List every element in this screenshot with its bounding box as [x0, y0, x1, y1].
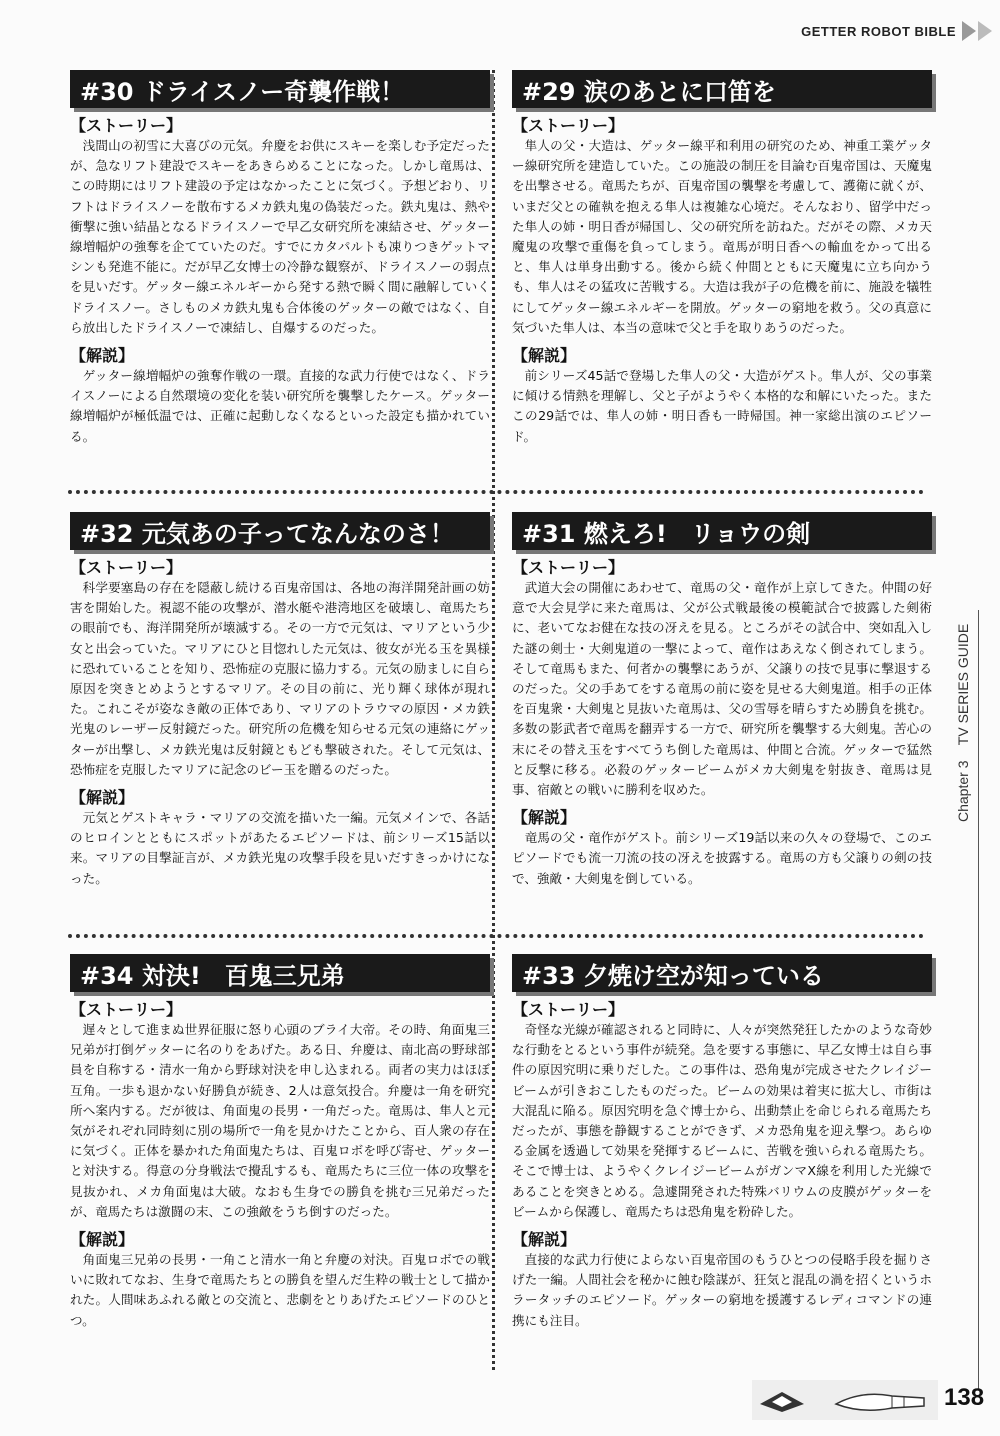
episode-title: #34 対決! 百鬼三兄弟 — [70, 954, 490, 992]
story-label: 【ストーリー】 — [512, 116, 625, 135]
sidebar-rule — [978, 610, 979, 1390]
commentary-label: 【解説】 — [512, 346, 577, 366]
page-number: 138 — [944, 1384, 985, 1411]
episode-title: #32 元気あの子ってなんなのさ！ — [70, 512, 490, 550]
commentary-text: 角面鬼三兄弟の長男・一角こと清水一角と弁慶の対決。百鬼ロボでの戦いに敗れてなお、生身で竜馬たちとの勝負を望んだ生粋の戦士として描かれた。人間味あふれる敵との交流と、悲劇をとりあげたエピソードのひとつ。 — [70, 1252, 491, 1328]
page-header — [730, 18, 1000, 44]
getter-robot-icon — [752, 1374, 942, 1426]
episode-title: #29 涙のあとに口笛を — [512, 70, 932, 108]
story-text: 隼人の父・大造は、ゲッター線平和利用の研究のため、神重工業ゲッター線研究所を建造していた。この施設の制圧を目論む百鬼帝国は、天魔鬼を出撃させる。竜馬たちが、百鬼帝国の襲撃を考慮して、護衛に就くが、いまだ父との確執を抱える隼人は複雑な心境だ。そんなおり、留学中だった隼人の姉・明日香が帰国し、父の研究所を訪ねた。だがその際、メカ天魔鬼の攻撃で重傷を負ってしまう。竜馬が明日香への輸血をかって出ると、隼人は単身出動する。後から続く仲間とともに天魔鬼に立ち向かうも、隼人はその猛攻に苦戦する。大造は我が子の危機を前に、施設を犠牲にしてゲッター線エネルギーを開放。ゲッターの窮地を救う。父の真意に気づいた隼人は、本当の意味で父と手を取りあうのだった。 — [512, 138, 933, 335]
story-text: 武道大会の開催にあわせて、竜馬の父・竜作が上京してきた。仲間の好意で大会見学に来た竜馬は、父が公式戦最後の模範試合で披露した剣術に、老いてなお健在な技の冴えを見る。ところがその試合中、突如乱入した謎の剣士・大剣鬼道の一撃によって、竜作はあえなく倒されてしまう。そして竜馬もまた、何者かの襲撃にあうが、父譲りの技で見事に撃退するのだった。父の手あてをする竜馬の前に姿を見せる大剣鬼道。相手の正体を百鬼衆・大剣鬼と見抜いた竜馬は、父の雪辱を晴らすため勝負を挑む。多数の影武者で竜馬を翻弄する一方で、研究所を襲撃する大剣鬼。苦心の末にその替え玉をすべてうち倒した竜馬は、仲間と合流。ゲッターで猛然と反撃に移る。必殺のゲッタービームがメカ大剣鬼を射抜き、竜馬は見事、宿敵との戦いに勝利を収めた。 — [512, 580, 933, 798]
commentary-label: 【解説】 — [512, 1230, 577, 1250]
column-divider — [492, 70, 495, 1370]
header-title: GETTER ROBOT BIBLE — [801, 23, 956, 39]
episode-32-article — [70, 512, 490, 889]
story-label: 【ストーリー】 — [70, 116, 183, 135]
commentary-label: 【解説】 — [70, 788, 135, 808]
story-text: 遅々として進まぬ世界征服に怒り心頭のブライ大帝。その時、角面鬼三兄弟が打倒ゲッターに名のりをあげた。ある日、弁慶は、南北高の野球部員を自称する・清水一角から野球対決を申し込まれる。両者の実力はほぼ互角。一歩も退かない好勝負が続き、2人は意気投合。弁慶は一角を研究所へ案内する。だが彼は、角面鬼の長男・一角だった。竜馬は、隼人と元気がそれぞれ同時刻に別の場所で一角を見かけたことから、百人衆の存在に気づく。正体を暴かれた角面鬼たちは、百鬼ロボを呼び寄せ、ゲッターと対決する。得意の分身戦法で攪乱するも、竜馬たちに三位一体の攻撃を見抜かれ、メカ角面鬼は大破。なおも生身での勝負を挑む三兄弟だったが、竜馬たちは激闘の末、この強敵をうち倒すのだった。 — [70, 1022, 490, 1219]
row-divider-1 — [68, 490, 924, 494]
row-divider-2 — [68, 934, 924, 938]
episode-33-article — [512, 954, 932, 1331]
story-text: 浅間山の初雪に大喜びの元気。弁慶をお供にスキーを楽しむ予定だったが、急なリフト建設でスキーをあきらめることになった。しかし竜馬は、この時期にはリフト建設の予定はなかったことに気づく。予想どおり、リフトはドライスノーを散布するメカ鉄丸鬼の偽装だった。鉄丸鬼は、熱や衝撃に強い結晶となるドライスノーで早乙女研究所を凍結させ、ゲッター線増幅炉の強奪を企てていたのだ。すでにカタパルトも凍りつきゲットマシンも発進不能に。だが早乙女博士の冷静な観察が、ドライスノーの弱点を見いだす。ゲッター線エネルギーから発する熱で瞬く間に融解していくドライスノー。さしものメカ鉄丸鬼も合体後のゲッターの敵ではなく、自ら放出したドライスノーで凍結し、自爆するのだった。 — [70, 138, 490, 335]
episode-29-article — [512, 70, 932, 447]
story-label: 【ストーリー】 — [70, 558, 183, 577]
series-guide-label: TV SERIES GUIDE — [955, 623, 971, 746]
episode-title: #31 燃えろ! リョウの剣 — [512, 512, 932, 550]
commentary-text: 直接的な武力行使によらない百鬼帝国のもうひとつの侵略手段を掘りさげた一編。人間社会を秘かに蝕む陰謀が、狂気と混乱の渦を招くというホラータッチのエピソード。ゲッターの窮地を援護するレディコマンドの連携にも注目。 — [512, 1252, 932, 1328]
commentary-text: 竜馬の父・竜作がゲスト。前シリーズ19話以来の久々の登場で、このエピソードでも流一刀流の技の冴えを披露する。竜馬の方も父譲りの剣の技で、強敵・大剣鬼を倒している。 — [512, 830, 932, 886]
episode-title: #30 ドライスノー奇襲作戦！ — [70, 70, 490, 108]
episode-34-article — [70, 954, 490, 1331]
episode-30-article — [70, 70, 490, 447]
header-arrows-decoration — [962, 21, 992, 41]
commentary-text: 前シリーズ45話で登場した隼人の父・大造がゲスト。隼人が、父の事業に傾ける情熱を理解し、父と子がようやく本格的な和解にいたった。またこの29話では、隼人の姉・明日香も一時帰国。神一家総出演のエピソード。 — [512, 368, 932, 444]
episode-31-article — [512, 512, 932, 889]
chapter-label: Chapter 3 — [955, 760, 971, 822]
story-label: 【ストーリー】 — [512, 558, 625, 577]
episode-title: #33 夕焼け空が知っている — [512, 954, 932, 992]
story-text: 奇怪な光線が確認されると同時に、人々が突然発狂したかのような奇妙な行動をとるという事件が続発。急を要する事態に、早乙女博士は自ら事件の原因究明に乗りだした。この事件は、恐角鬼が完成させたクレイジービームが引きおこしたものだった。ビームの効果は着実に拡大し、市街は大混乱に陥る。原因究明を急ぐ博士から、出動禁止を命じられる竜馬たちだったが、事態を静観することができず、メカ恐角鬼を迎え撃つ。あらゆる金属を透過して効果を発揮するビームに、苦戦を強いられる竜馬たち。そこで博士は、ようやくクレイジービームがガンマX線を利用した光線であることを突きとめる。急遽開発された特殊バリウムの皮膜がゲッターをビームから保護し、竜馬たちは恐角鬼を粉砕した。 — [512, 1022, 932, 1219]
commentary-text: 元気とゲストキャラ・マリアの交流を描いた一編。元気メインで、各話のヒロインとともにスポットがあたるエピソードは、前シリーズ15話以来。マリアの目撃証言が、メカ鉄光鬼の攻撃手段を見いだすきっかけになった。 — [70, 810, 490, 886]
commentary-label: 【解説】 — [70, 1230, 135, 1250]
story-label: 【ストーリー】 — [70, 1000, 183, 1019]
commentary-label: 【解説】 — [512, 808, 577, 828]
chapter-sidebar — [955, 624, 971, 822]
story-label: 【ストーリー】 — [512, 1000, 625, 1019]
story-text: 科学要塞島の存在を隠蔽し続ける百鬼帝国は、各地の海洋開発計画の妨害を開始した。視認不能の攻撃が、潜水艇や港湾地区を破壊し、竜馬たちの眼前でも、海洋開発所が壊滅する。その一方で元気は、マリアという少女と出会っていた。マリアにひと目惚れした元気は、彼女が光る玉を異様に恐れていることを知り、恐怖症の克服に協力する。元気の励ましに自ら原因を突きとめようとするマリア。その目の前に、光り輝く球体が現れた。これこそが姿なき敵の正体であり、マリアのトラウマの原因・メカ鉄光鬼のレーザー反射鏡だった。研究所の危機を知らせる元気の連絡にゲッターが出撃し、メカ鉄光鬼は反射鏡ともども撃破された。そして元気は、恐怖症を克服したマリアに記念のビー玉を贈るのだった。 — [70, 580, 490, 777]
commentary-text: ゲッター線増幅炉の強奪作戦の一環。直接的な武力行使ではなく、ドライスノーによる自然環境の変化を装い研究所を襲撃したケース。ゲッター線増幅炉が極低温では、正確に起動しなくなるといった設定も描かれている。 — [70, 368, 490, 444]
commentary-label: 【解説】 — [70, 346, 135, 366]
